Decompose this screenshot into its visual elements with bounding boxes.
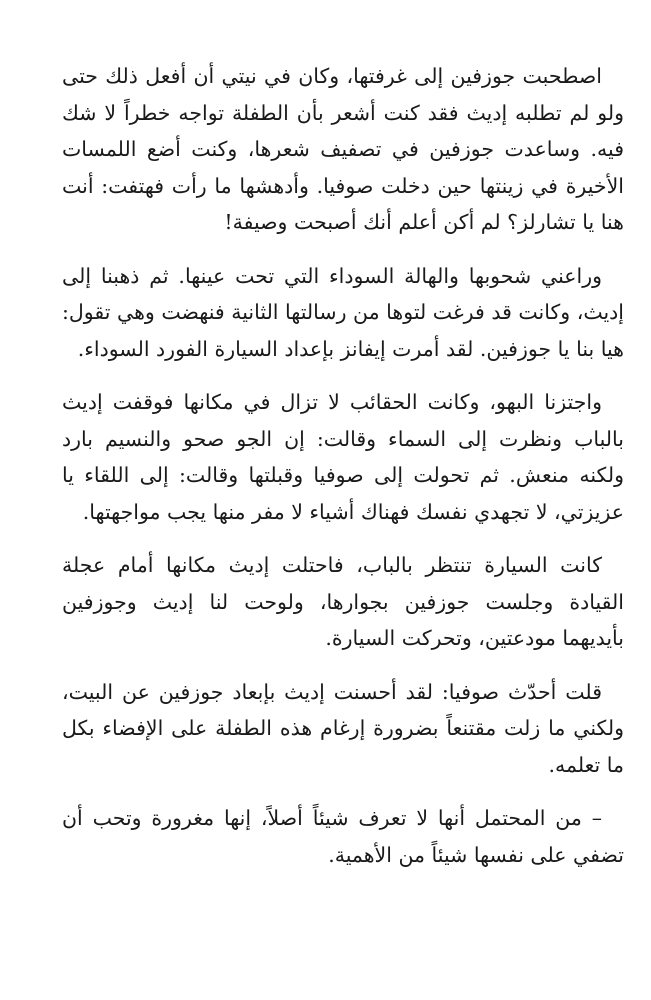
paragraph-2: وراعني شحوبها والهالة السوداء التي تحت عينها. ثم ذهبنا إلى إديث، وكانت قد فرغت لتوها من رسالتها الثانية فنهضت وهي تقول: هيا بنا يا جوزفين. لقد أمرت إيفانز بإعداد السيارة الفورد السوداء. bbox=[62, 263, 624, 361]
paragraph-1: اصطحبت جوزفين إلى غرفتها، وكان في نيتي أن أفعل ذلك حتى ولو لم تطلبه إديث فقد كنت أشعر بأن الطفلة تواجه خطراً لا شك فيه. وساعدت جوزفين في تصفيف شعرها، وكنت أضع اللمسات الأخيرة في زينتها حين دخلت صوفيا. وأدهشها ما رأت فهتفت: أنت هنا يا تشارلز؟ لم أكن أعلم أنك أصبحت وصيفة! bbox=[62, 64, 624, 234]
paragraph-5: قلت أحدّث صوفيا: لقد أحسنت إديث بإبعاد جوزفين عن البيت، ولكني ما زلت مقتنعاً بضرورة إرغام هذه الطفلة على الإفضاء بكل ما تعلمه. bbox=[62, 679, 624, 777]
paragraph-3: واجتزنا البهو، وكانت الحقائب لا تزال في مكانها فوقفت إديث بالباب ونظرت إلى السماء وقالت: إن الجو صحو والنسيم بارد ولكنه منعش. ثم تحولت إلى صوفيا وقبلتها وقالت: إلى اللقاء يا عزيزتي، لا تجهدي نفسك فهناك أشياء لا مفر منها يجب مواجهتها. bbox=[62, 390, 624, 524]
paragraph-4: كانت السيارة تنتظر بالباب، فاحتلت إديث مكانها أمام عجلة القيادة وجلست جوزفين بجوارها، ولوحت لنا إديث وجوزفين بأيديهما مودعتين، وتحركت السيارة. bbox=[62, 553, 624, 650]
paragraph-6: – من المحتمل أنها لا تعرف شيئاً أصلاً، إنها مغرورة وتحب أن تضفي على نفسها شيئاً من الأهمية. bbox=[62, 806, 624, 867]
book-page-text bbox=[62, 58, 624, 873]
